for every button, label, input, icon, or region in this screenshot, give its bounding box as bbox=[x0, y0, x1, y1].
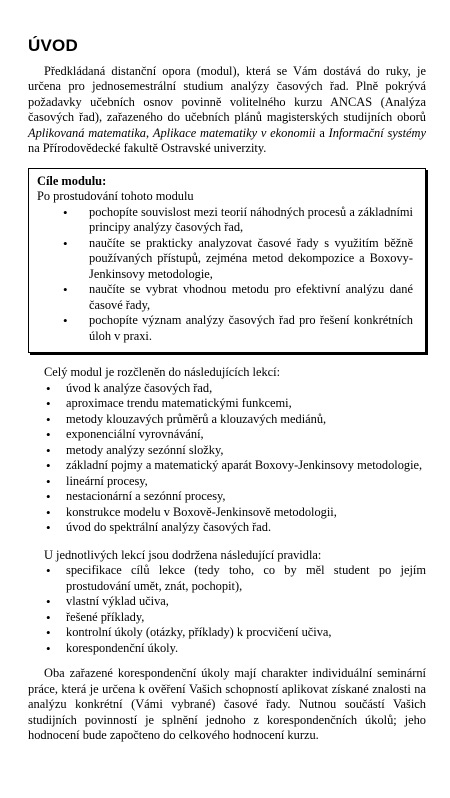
final-paragraph: Oba zařazené korespondenční úkoly mají charakter individuální seminární práce, která je určena k ověření Vašich schopností aplikovat získané znalosti na analýzu konkrétní (Vámi vybrané) časové řady. Nutnou součástí Vašich studijních povinností je splnění jednoho z korespondenčních úkolů; jeho hodnocení bude započteno do celkového hodnocení kurzu. bbox=[28, 666, 426, 742]
lesson-text: základní pojmy a matematický aparát Boxovy-Jenkinsovy metodologie, bbox=[66, 458, 423, 472]
lesson-text: lineární procesy, bbox=[66, 473, 148, 488]
bullet-icon: • bbox=[46, 458, 51, 473]
lesson-text: exponenciální vyrovnávání, bbox=[66, 427, 204, 441]
lesson-text: úvod k analýze časových řad, bbox=[66, 380, 213, 395]
goals-list bbox=[37, 205, 415, 345]
lesson-item bbox=[28, 520, 426, 536]
bullet-icon: • bbox=[63, 204, 68, 220]
lesson-text: metody klouzavých průměrů a klouzavých mediánů, bbox=[66, 411, 327, 426]
lesson-item bbox=[28, 505, 426, 521]
rule-text: vlastní výklad učiva, bbox=[66, 594, 169, 608]
lesson-text: aproximace trendu matematickými funkcemi, bbox=[66, 396, 292, 410]
goal-text: naučíte se prakticky analyzovat časové řady s využitím běžně používaných přístupů, zejména metod dekompozice a Boxovy-Jenkinsovy metodologie, bbox=[89, 235, 413, 281]
module-goals-box bbox=[28, 168, 426, 354]
rule-text: specifikace cílů lekce (tedy toho, co by měl student po jejím prostudování umět, znát, pochopit), bbox=[66, 563, 426, 593]
bullet-icon: • bbox=[46, 594, 51, 609]
field-applied-math: Aplikovaná matematika bbox=[28, 125, 147, 140]
rules-intro: U jednotlivých lekcí jsou dodržena následující pravidla: bbox=[44, 547, 322, 562]
bullet-icon: • bbox=[46, 380, 51, 396]
rule-text: řešené příklady, bbox=[66, 609, 145, 624]
lesson-text: úvod do spektrální analýzy časových řad. bbox=[66, 520, 272, 534]
bullet-icon: • bbox=[63, 313, 68, 328]
rule-text: korespondenční úkoly. bbox=[66, 640, 179, 655]
intro-text: , bbox=[146, 125, 153, 140]
lessons-list bbox=[28, 381, 426, 536]
goal-item bbox=[37, 236, 415, 283]
goal-text: pochopíte souvislost mezi teorií náhodných procesů a základními principy analýzy časových řad, bbox=[89, 204, 413, 234]
bullet-icon: • bbox=[63, 282, 68, 297]
rule-text: kontrolní úkoly (otázky, příklady) k procvičení učiva, bbox=[66, 625, 332, 639]
bullet-icon: • bbox=[63, 235, 68, 251]
intro-text: a bbox=[315, 125, 329, 140]
lesson-item bbox=[28, 427, 426, 443]
goal-item bbox=[37, 205, 415, 236]
goal-item bbox=[37, 282, 415, 313]
lesson-item bbox=[28, 489, 426, 505]
goal-text: pochopíte význam analýzy časových řad pro řešení konkrétních úloh v praxi. bbox=[89, 313, 413, 343]
lesson-item bbox=[28, 474, 426, 490]
lessons-intro: Celý modul je rozčleněn do následujících lekcí: bbox=[44, 365, 281, 379]
lesson-item bbox=[28, 458, 426, 474]
intro-paragraph bbox=[28, 64, 426, 157]
bullet-icon: • bbox=[46, 396, 51, 411]
lesson-text: nestacionární a sezónní procesy, bbox=[66, 489, 226, 503]
intro-text: na Přírodovědecké fakultě Ostravské univerzity. bbox=[28, 141, 267, 155]
goal-item bbox=[37, 313, 415, 344]
page-title: ÚVOD bbox=[28, 36, 78, 55]
lesson-item bbox=[28, 412, 426, 428]
bullet-icon: • bbox=[46, 504, 51, 520]
goal-text: naučíte se vybrat vhodnou metodu pro efektivní analýzu dané časové řady, bbox=[89, 282, 413, 312]
rule-item bbox=[28, 610, 426, 626]
lesson-item bbox=[28, 443, 426, 459]
goals-intro: Po prostudování tohoto modulu bbox=[37, 189, 194, 203]
bullet-icon: • bbox=[46, 442, 51, 458]
bullet-icon: • bbox=[46, 609, 51, 625]
spacer bbox=[28, 536, 426, 548]
bullet-icon: • bbox=[46, 625, 51, 640]
rule-item bbox=[28, 563, 426, 594]
bullet-icon: • bbox=[46, 489, 51, 504]
bullet-icon: • bbox=[46, 640, 51, 656]
rules-list bbox=[28, 563, 426, 656]
rule-item bbox=[28, 594, 426, 610]
bullet-icon: • bbox=[46, 563, 51, 578]
intro-text: Předkládaná distanční opora (modul), která se Vám dostává do ruky, je určena pro jednosemestrální studium analýzy časových řad. Plně pokrývá požadavky učebních osnov povinně volitelného kurzu ANCAS (Analýza časových řad), zařazeného do učebních plánů magisterských studijních oborů bbox=[28, 63, 426, 124]
bullet-icon: • bbox=[46, 473, 51, 489]
bullet-icon: • bbox=[46, 520, 51, 535]
bullet-icon: • bbox=[46, 411, 51, 427]
rule-item bbox=[28, 641, 426, 657]
field-information-systems: Informační systémy bbox=[328, 125, 426, 140]
lesson-item bbox=[28, 381, 426, 397]
lesson-item bbox=[28, 396, 426, 412]
goals-title: Cíle modulu: bbox=[37, 173, 107, 188]
rule-item bbox=[28, 625, 426, 641]
bullet-icon: • bbox=[46, 427, 51, 442]
field-math-economics: Aplikace matematiky v ekonomii bbox=[152, 125, 316, 140]
lesson-text: metody analýzy sezónní složky, bbox=[66, 442, 224, 457]
lesson-text: konstrukce modelu v Boxově-Jenkinsově metodologii, bbox=[66, 504, 337, 519]
